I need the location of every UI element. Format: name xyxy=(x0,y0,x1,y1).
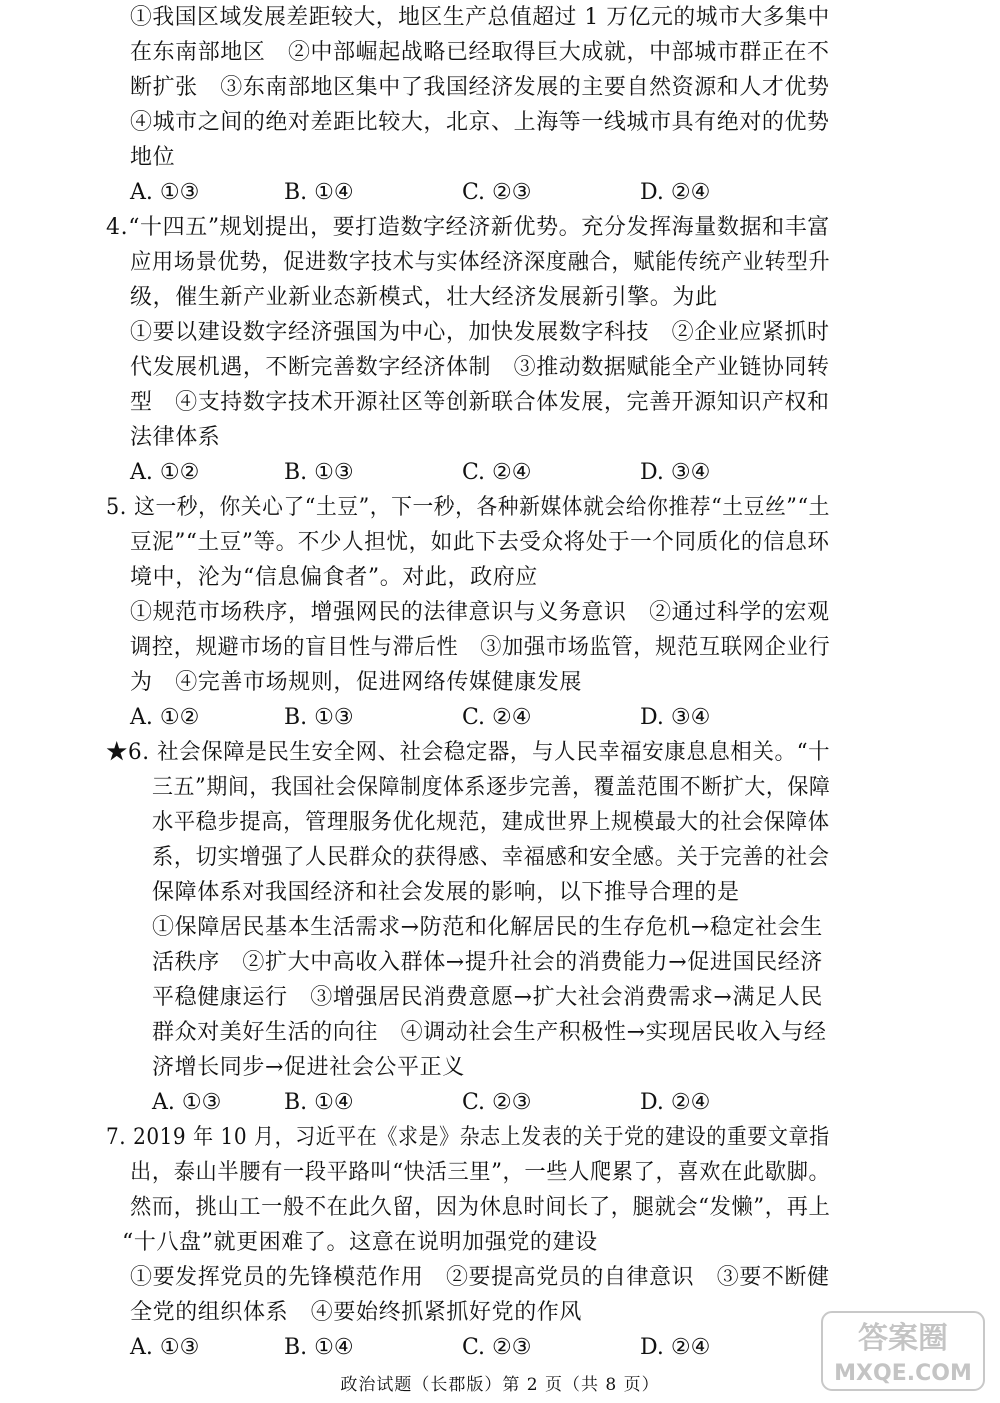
watermark-top-text: 答案圈 xyxy=(858,1321,948,1356)
question-6-statement-line: 群众对美好生活的向往 ④调动社会生产积极性→实现居民收入与经 xyxy=(152,1020,827,1045)
option-b[interactable]: B. ①④ xyxy=(284,180,354,205)
question-7-statement-line: ①要发挥党员的先锋模范作用 ②要提高党员的自律意识 ③要不断健 xyxy=(130,1265,830,1290)
question-5-statement-line: 调控，规避市场的盲目性与滞后性 ③加强市场监管，规范互联网企业行 xyxy=(130,635,831,660)
option-c[interactable]: C. ②③ xyxy=(462,1090,532,1115)
option-b[interactable]: B. ①③ xyxy=(284,460,354,485)
option-b[interactable]: B. ①③ xyxy=(284,705,354,730)
option-c[interactable]: C. ②③ xyxy=(462,1335,532,1360)
page-footer: 政治试题（长郡版）第 2 页（共 8 页） xyxy=(340,1375,660,1395)
question-6-statement-line: ①保障居民基本生活需求→防范和化解居民的生存危机→稳定社会生 xyxy=(152,915,823,940)
question-7-statement-line: 全党的组织体系 ④要始终抓紧抓好党的作风 xyxy=(130,1300,583,1325)
option-c[interactable]: C. ②③ xyxy=(462,180,532,205)
question-6-stem-line: 水平稳步提高，管理服务优化规范，建成世界上规模最大的社会保障体 xyxy=(152,810,830,835)
question-7-stem-line: 出，泰山半腰有一段平路叫“快活三里”，一些人爬累了，喜欢在此歇脚。 xyxy=(130,1160,831,1185)
option-d[interactable]: D. ③④ xyxy=(640,460,711,485)
question-5-statement-line: 为 ④完善市场规则，促进网络传媒健康发展 xyxy=(130,670,583,695)
question-6-stem-line: ★6. 社会保障是民生安全网、社会稳定器，与人民幸福安康息息相关。“十 xyxy=(106,740,831,765)
option-a[interactable]: A. ①② xyxy=(130,705,200,730)
option-b[interactable]: B. ①④ xyxy=(284,1090,354,1115)
option-a[interactable]: A. ①② xyxy=(130,460,200,485)
question-4-stem-line: 应用场景优势，促进数字技术与实体经济深度融合，赋能传统产业转型升 xyxy=(130,250,831,275)
question-7-stem-line: 然而，挑山工一般不在此久留，因为休息时间长了，腿就会“发懒”，再上 xyxy=(130,1195,831,1220)
question-5-statement-line: ①规范市场秩序，增强网民的法律意识与义务意识 ②通过科学的宏观 xyxy=(130,600,830,625)
question-4-stem-line: 级，催生新产业新业态新模式，壮大经济发展新引擎。为此 xyxy=(130,285,718,310)
option-c[interactable]: C. ②④ xyxy=(462,460,532,485)
question-6-statement-line: 济增长同步→促进社会公平正义 xyxy=(152,1055,465,1080)
question-6-stem-line: 系，切实增强了人民群众的获得感、幸福感和安全感。关于完善的社会 xyxy=(152,845,830,870)
option-a[interactable]: A. ①③ xyxy=(152,1090,222,1115)
question-3-line: 在东南部地区 ②中部崛起战略已经取得巨大成就，中部城市群正在不 xyxy=(130,40,830,65)
option-c[interactable]: C. ②④ xyxy=(462,705,532,730)
question-6-statement-line: 平稳健康运行 ③增强居民消费意愿→扩大社会消费需求→满足人民 xyxy=(152,985,823,1010)
question-3-line: ①我国区域发展差距较大，地区生产总值超过 1 万亿元的城市大多集中 xyxy=(130,5,830,30)
option-d[interactable]: D. ③④ xyxy=(640,705,711,730)
watermark-bottom-text: MXQE.COM xyxy=(834,1361,972,1386)
option-a[interactable]: A. ①③ xyxy=(130,180,200,205)
question-4-stem-line: 4.“十四五”规划提出，要打造数字经济新优势。充分发挥海量数据和丰富 xyxy=(106,215,830,240)
question-5-stem-line: 境中，沦为“信息偏食者”。对此，政府应 xyxy=(130,565,538,590)
option-d[interactable]: D. ②④ xyxy=(640,180,711,205)
question-6-stem-line: 保障体系对我国经济和社会发展的影响，以下推导合理的是 xyxy=(152,880,740,905)
option-d[interactable]: D. ②④ xyxy=(640,1335,711,1360)
watermark-logo xyxy=(818,1308,988,1394)
question-3-line: 地位 xyxy=(130,145,176,170)
option-b[interactable]: B. ①④ xyxy=(284,1335,354,1360)
question-6-statement-line: 活秩序 ②扩大中高收入群体→提升社会的消费能力→促进国民经济 xyxy=(152,950,823,975)
question-4-statement-line: 型 ④支持数字技术开源社区等创新联合体发展，完善开源知识产权和 xyxy=(130,390,830,415)
question-4-statement-line: 代发展机遇，不断完善数字经济体制 ③推动数据赋能全产业链协同转 xyxy=(130,355,830,380)
question-3-line: 断扩张 ③东南部地区集中了我国经济发展的主要自然资源和人才优势 xyxy=(130,75,830,100)
question-3-line: ④城市之间的绝对差距比较大，北京、上海等一线城市具有绝对的优势 xyxy=(130,110,830,135)
question-4-statement-line: 法律体系 xyxy=(130,425,221,450)
question-7-stem-line: 7. 2019 年 10 月，习近平在《求是》杂志上发表的关于党的建设的重要文章指 xyxy=(106,1125,830,1150)
question-6-stem-line: 三五”期间，我国社会保障制度体系逐步完善，覆盖范围不断扩大，保障 xyxy=(152,775,831,800)
question-4-statement-line: ①要以建设数字经济强国为中心，加快发展数字科技 ②企业应紧抓时 xyxy=(130,320,830,345)
option-d[interactable]: D. ②④ xyxy=(640,1090,711,1115)
option-a[interactable]: A. ①③ xyxy=(130,1335,200,1360)
question-7-stem-line: “十八盘”就更困难了。这意在说明加强党的建设 xyxy=(122,1230,598,1255)
question-5-stem-line: 5. 这一秒，你关心了“土豆”，下一秒，各种新媒体就会给你推荐“土豆丝”“土 xyxy=(106,495,831,520)
question-5-stem-line: 豆泥”“土豆”等。不少人担忧，如此下去受众将处于一个同质化的信息环 xyxy=(130,530,830,555)
